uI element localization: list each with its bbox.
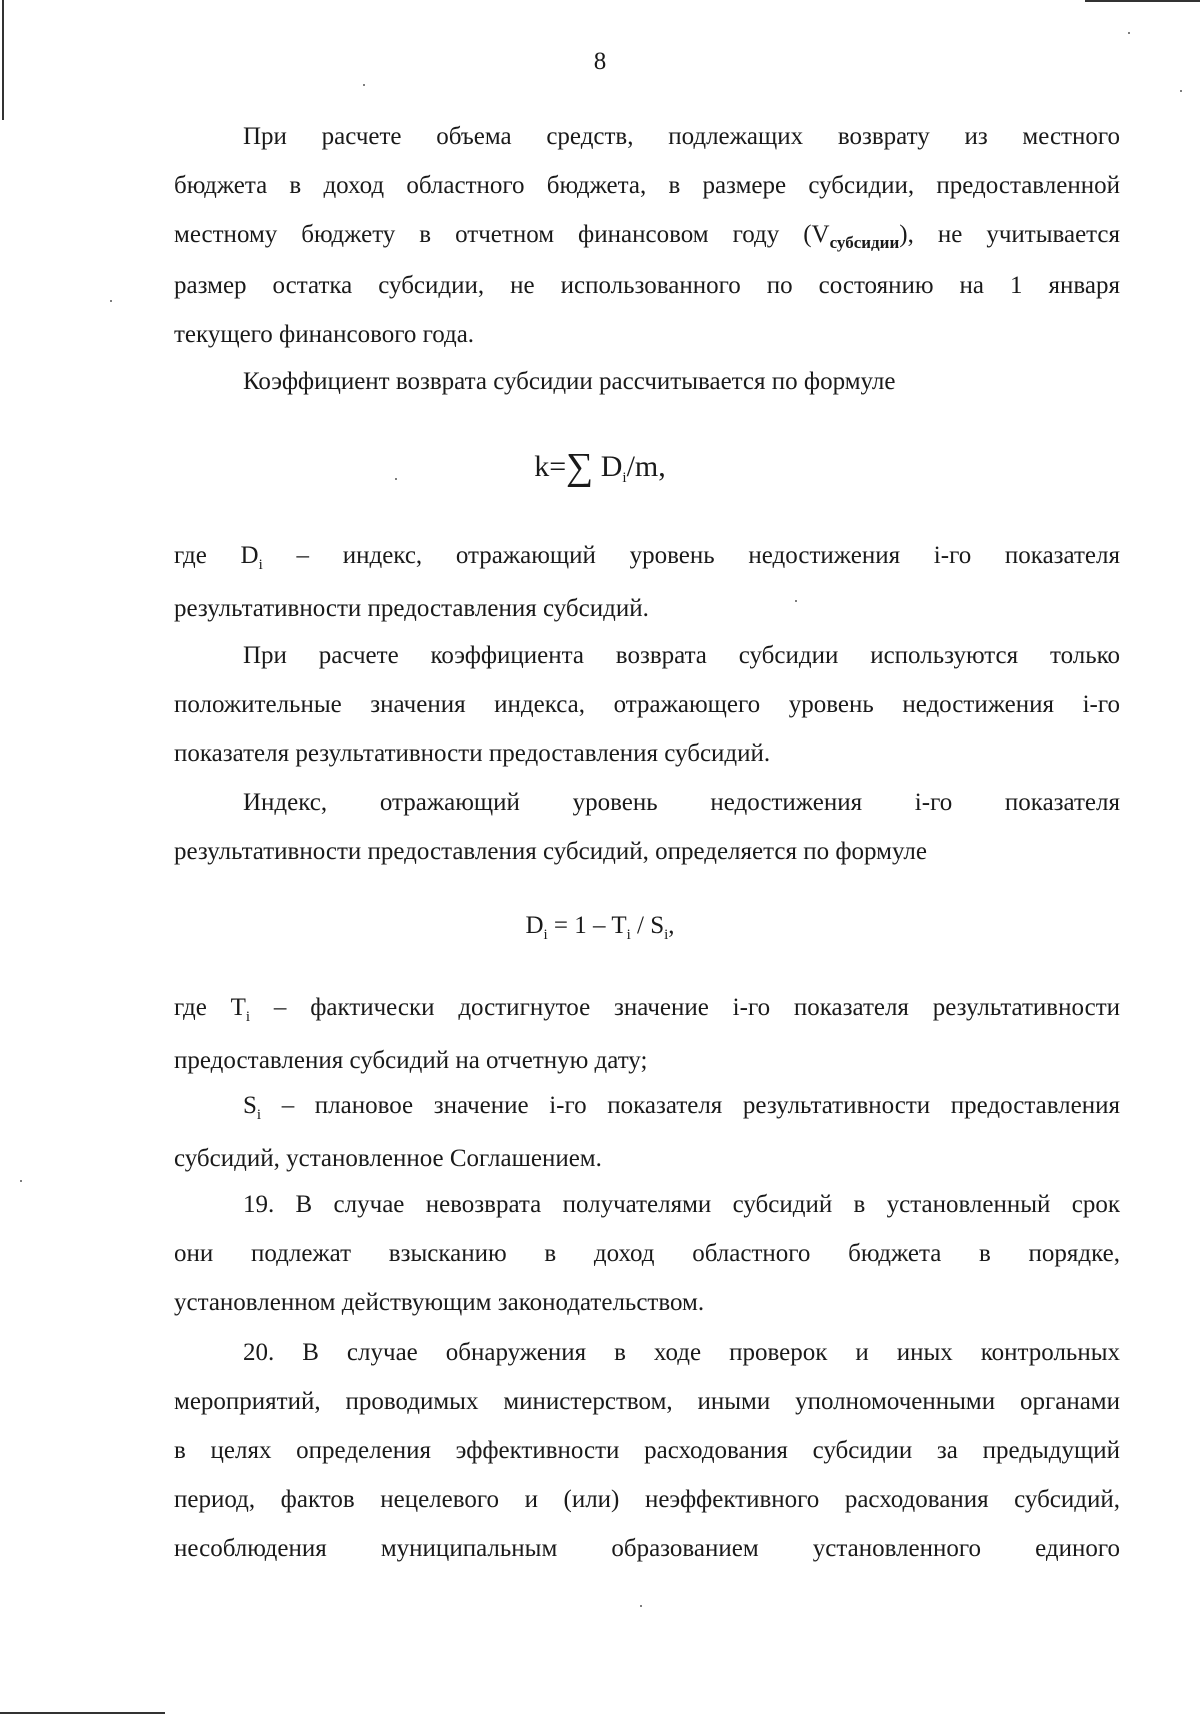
paragraph-6 <box>174 983 1120 1085</box>
formula-d: $D_i = 1 - T_i / S_i$, <box>525 912 675 943</box>
text-line: где $D_i$ – индекс, отражающий уровень недостижения i-го показателя <box>174 542 1120 573</box>
paragraph-2 <box>174 357 1120 406</box>
text-line: При расчете коэффициента возврата субсидии используются только <box>243 642 1120 669</box>
scan-edge-line-top <box>1085 0 1200 2</box>
paragraph-7 <box>174 1081 1120 1183</box>
formula-k: k=∑ $D_i/m$, <box>534 446 666 488</box>
text-line: 20. В случае обнаружения в ходе проверок и иных контрольных <box>243 1339 1120 1366</box>
paragraph-1 <box>174 112 1120 359</box>
text-line: бюджета в доход областного бюджета, в размере субсидии, предоставленной <box>174 172 1120 199</box>
text-line: в целях определения эффективности расходования субсидии за предыдущий <box>174 1437 1120 1464</box>
text-line: $S_i$ – плановое значение i-го показателя результативности предоставления <box>243 1092 1121 1123</box>
sum-symbol: ∑ <box>566 446 594 488</box>
text-line: несоблюдения муниципальным образованием установленного единого <box>174 1535 1120 1562</box>
text-line: результативности предоставления субсидий, определяется по формуле <box>174 838 927 865</box>
text-line: местному бюджету в отчетном финансовом году $(V_{субсидии})$, не учитывается <box>174 221 1121 252</box>
text-line: 19. В случае невозврата получателями субсидий в установленный срок <box>243 1191 1120 1218</box>
text-line: период, фактов нецелевого и (или) неэффективного расходования субсидий, <box>174 1486 1120 1513</box>
text-line: показателя результативности предоставления субсидий. <box>174 740 771 767</box>
text-line: где $T_i$ – фактически достигнутое значение i-го показателя результативности <box>174 994 1121 1025</box>
scan-speck <box>1180 90 1182 92</box>
scan-speck <box>110 300 112 302</box>
scan-speck <box>640 1605 642 1607</box>
paragraph-8 <box>174 1180 1120 1327</box>
text-line: положительные значения индекса, отражающего уровень недостижения i-го <box>174 691 1120 718</box>
paragraph-4 <box>174 631 1120 778</box>
scan-speck <box>363 84 365 86</box>
paragraph-9 <box>174 1328 1120 1573</box>
text-line: размер остатка субсидии, не использованного по состоянию на 1 января <box>174 272 1120 299</box>
scan-speck <box>1128 32 1130 34</box>
text-line: мероприятий, проводимых министерством, иными уполномоченными органами <box>174 1388 1120 1415</box>
text-line: Индекс, отражающий уровень недостижения i-го показателя <box>243 789 1120 816</box>
paragraph-5 <box>174 778 1120 876</box>
text-line: предоставления субсидий на отчетную дату; <box>174 1047 648 1074</box>
text-line: они подлежат взысканию в доход областного бюджета в порядке, <box>174 1240 1120 1267</box>
text-line: Коэффициент возврата субсидии рассчитывается по формуле <box>243 368 896 395</box>
text-line: субсидий, установленное Соглашением. <box>174 1145 602 1172</box>
scan-speck <box>20 1180 22 1182</box>
text-line: При расчете объема средств, подлежащих возврату из местного <box>243 123 1120 150</box>
text-line: установленном действующим законодательством. <box>174 1289 705 1316</box>
page-number: 8 <box>593 48 607 75</box>
scan-edge-line-bottom <box>0 1712 165 1714</box>
text-line: результативности предоставления субсидий. <box>174 595 649 622</box>
paragraph-3 <box>174 531 1120 633</box>
text-line: текущего финансового года. <box>174 321 475 348</box>
